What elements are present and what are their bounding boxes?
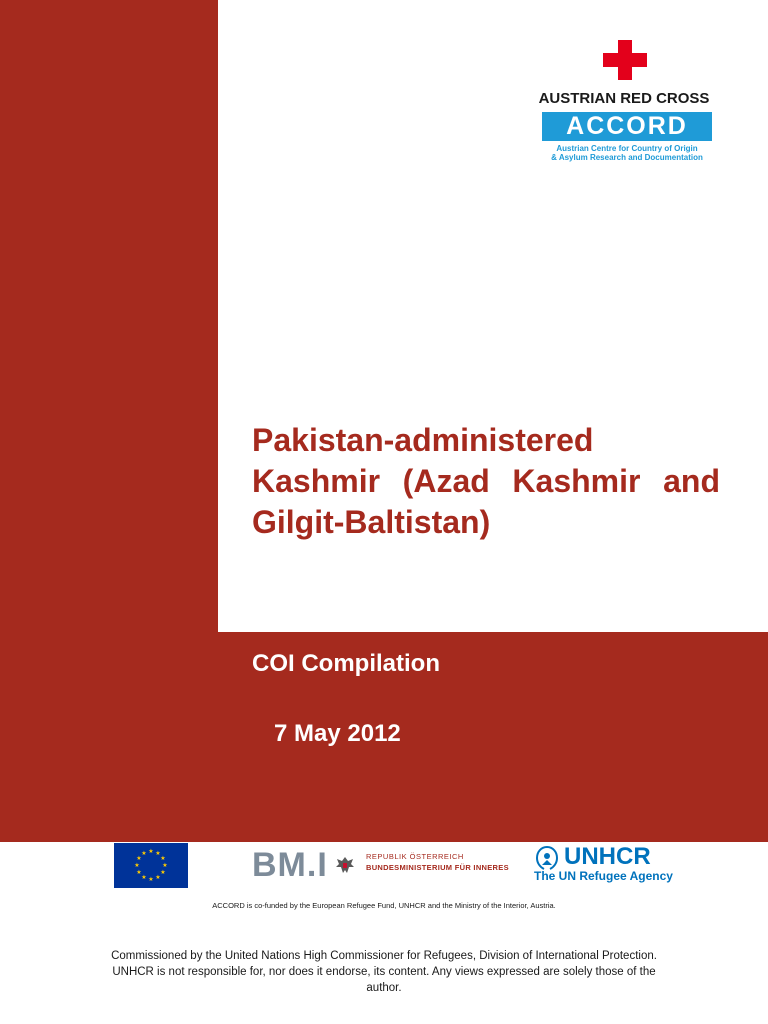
unhcr-name: UNHCR <box>564 843 651 870</box>
eu-flag-icon <box>114 843 188 888</box>
austrian-eagle-icon <box>334 854 356 876</box>
bmi-line-2: BUNDESMINISTERIUM FÜR INNERES <box>366 863 509 872</box>
svg-text:★: ★ <box>148 848 154 855</box>
unhcr-logo <box>532 843 682 885</box>
document-title: Pakistan-administered Kashmir (Azad Kashmir and Gilgit-Baltistan) <box>252 422 720 540</box>
svg-text:★: ★ <box>160 855 166 862</box>
svg-text:★: ★ <box>134 862 140 869</box>
bmi-line-1: REPUBLIK ÖSTERREICH <box>366 852 464 861</box>
unhcr-tagline: The UN Refugee Agency <box>534 869 673 883</box>
org-name: AUSTRIAN RED CROSS <box>538 90 710 107</box>
red-cross-icon <box>603 40 647 80</box>
svg-text:★: ★ <box>155 850 161 857</box>
accord-subtitle <box>542 144 712 162</box>
bmi-mark: BM.I <box>252 846 328 884</box>
funding-note: ACCORD is co-funded by the European Refugee Fund, UNHCR and the Ministry of the Interior, Austria. <box>212 901 556 910</box>
document-subtitle: COI Compilation <box>252 650 440 677</box>
document-date: 7 May 2012 <box>274 720 401 747</box>
svg-text:★: ★ <box>136 869 142 876</box>
svg-text:★: ★ <box>148 876 154 883</box>
svg-text:★: ★ <box>141 874 147 881</box>
austrian-red-cross-accord-logo <box>528 36 720 168</box>
accord-subtitle-line-2: & Asylum Research and Documentation <box>551 153 703 162</box>
bmi-logo <box>250 846 512 884</box>
svg-text:★: ★ <box>162 862 168 869</box>
svg-text:★: ★ <box>136 855 142 862</box>
accord-wordmark: ACCORD <box>542 112 712 141</box>
svg-text:★: ★ <box>141 850 147 857</box>
svg-text:★: ★ <box>160 869 166 876</box>
svg-text:★: ★ <box>155 874 161 881</box>
accord-subtitle-line-1: Austrian Centre for Country of Origin <box>556 144 698 153</box>
commission-note: Commissioned by the United Nations High Commissioner for Refugees, Division of International Protection. UNHCR is not responsible for, nor does it endorse, its content. Any views expressed are solely those of the author. <box>111 950 657 994</box>
